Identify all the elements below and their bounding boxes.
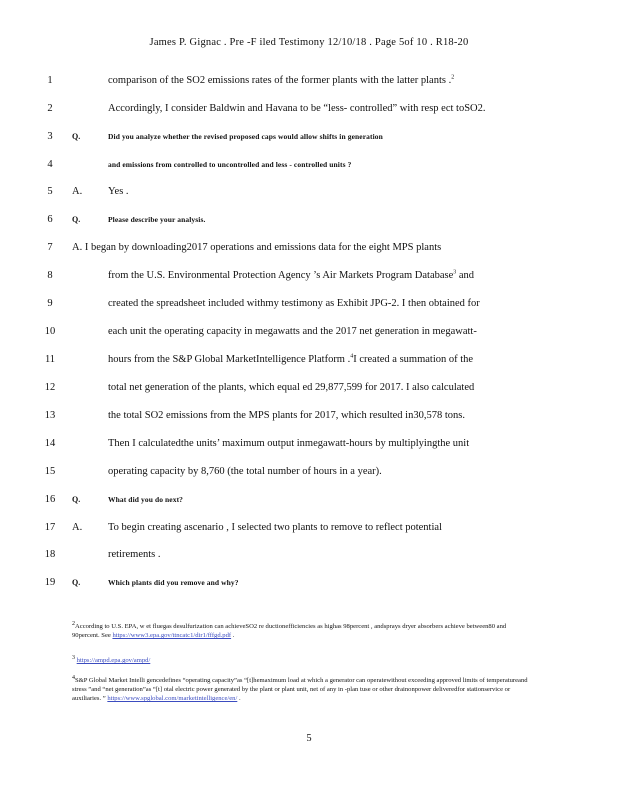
- testimony-line: [0, 324, 618, 340]
- line-text: retirements .: [108, 549, 161, 560]
- line-number: 5: [47, 186, 53, 197]
- footnote-text: S&P Global Market Intelli gencedefines “operating capacity”as “[t]hemaximum load at which a generator can operatewithout exceeding approved limits of temperatureand stress ”and “net generation”as “[t] otal electric power generated by the plant or plant unit, net of any in -plan tuse or other drainonpower deliveredfor stationservice or auxiliaries. ”: [72, 677, 528, 702]
- line-text: and emissions from controlled to uncontrolled and less - controlled units ?: [108, 160, 352, 169]
- qa-label: Q.: [72, 495, 81, 504]
- footnote-ref: 4: [350, 353, 354, 360]
- testimony-line: [0, 464, 618, 480]
- line-number: 13: [44, 410, 56, 421]
- footnote-ref: 3: [453, 269, 457, 276]
- testimony-line: [0, 575, 618, 591]
- page-number: 5: [306, 733, 312, 744]
- footnote-link[interactable]: https://www3.epa.gov/ttncatc1/dir1/fffgd.pdf: [112, 632, 232, 639]
- line-number: 19: [44, 577, 56, 588]
- line-number: 12: [44, 382, 56, 393]
- qa-label: Q.: [72, 215, 81, 224]
- testimony-line: [0, 101, 618, 117]
- footnote-marker: 3: [72, 654, 75, 661]
- line-text: created the spreadsheet included withmy testimony as Exhibit JPG-2. I then obtained for: [108, 298, 480, 309]
- line-number: 11: [44, 354, 56, 365]
- testimony-line: [0, 380, 618, 396]
- line-number: 16: [44, 494, 56, 505]
- line-number: 1: [47, 75, 53, 86]
- testimony-line: [0, 157, 618, 173]
- line-number: 9: [47, 298, 53, 309]
- page-header: James P. Gignac . Pre -F iled Testimony 12/10/18 . Page 5of 10 . R18-20: [149, 37, 469, 48]
- line-number: 7: [47, 242, 53, 253]
- line-text: operating capacity by 8,760 (the total number of hours in a year).: [108, 466, 382, 477]
- footnote-marker: 4: [72, 674, 75, 681]
- line-text: Then I calculatedthe units’ maximum output inmegawatt-hours by multiplyingthe unit: [108, 438, 470, 449]
- line-text: A. I began by downloading2017 operations and emissions data for the eight MPS plants: [72, 242, 442, 253]
- line-number: 14: [44, 438, 56, 449]
- line-number: 18: [44, 549, 56, 560]
- testimony-line: [0, 492, 618, 508]
- line-text: Yes .: [108, 186, 129, 197]
- testimony-line: [0, 212, 618, 228]
- line-number: 10: [44, 326, 56, 337]
- testimony-line: [0, 268, 618, 284]
- line-text: comparison of the SO2 emissions rates of the former plants with the latter plants .$^2$: [108, 74, 455, 86]
- line-text: Did you analyze whether the revised proposed caps would allow shifts in generation: [108, 132, 383, 141]
- testimony-line: [0, 520, 618, 536]
- qa-label: A.: [72, 522, 83, 533]
- footnote-ref: 2: [451, 74, 455, 81]
- line-number: 15: [44, 466, 56, 477]
- line-number: 4: [47, 159, 53, 170]
- footnote-link[interactable]: https://ampd.epa.gov/ampd/: [76, 657, 151, 664]
- testimony-line: [0, 436, 618, 452]
- testimony-line: [0, 184, 618, 200]
- qa-label: A.: [72, 186, 83, 197]
- qa-label: Q.: [72, 578, 81, 587]
- line-number: 17: [44, 522, 56, 533]
- line-text: Please describe your analysis.: [108, 215, 206, 224]
- testimony-line: [0, 240, 618, 256]
- line-text: Which plants did you remove and why?: [108, 578, 239, 587]
- footnote-link[interactable]: https://www.spglobal.com/marketintelligence/en/: [107, 695, 238, 702]
- line-number: 3: [47, 131, 53, 142]
- footnote-3: [72, 656, 532, 665]
- line-text: total net generation of the plants, which equal ed 29,877,599 for 2017. I also calculated: [108, 382, 475, 393]
- testimony-line: [0, 408, 618, 424]
- line-text: each unit the operating capacity in megawatts and the 2017 net generation in megawatt-: [108, 326, 477, 337]
- qa-label: Q.: [72, 132, 81, 141]
- footnote-2: $^2$According to U.S. EPA, w et fluegas desulfurization can achieveSO2 re ductionefficiencies as highas 98percent , andsprays dryer absorbers achieve between80 and 90percent. See https://www3.epa.gov/ttncatc1/dir1/fffgd.pdf .: [72, 620, 507, 639]
- line-text: hours from the S&P Global MarketIntelligence Platform .$^4$I created a summation of the: [108, 353, 474, 365]
- line-text: Accordingly, I consider Baldwin and Havana to be “less- controlled” with resp ect toSO2.: [108, 103, 486, 114]
- line-number: 8: [47, 270, 53, 281]
- footnote-text: According to U.S. EPA, w et fluegas desulfurization can achieveSO2 re ductionefficiencies as highas 98percent , andsprays dryer absorbers achieve between80 and 90percent. See: [72, 623, 507, 639]
- testimony-line: [0, 547, 618, 563]
- testimony-line: [0, 296, 618, 312]
- footnote-4: $^4$S&P Global Market Intelli gencedefines “operating capacity”as “[t]hemaximum load at which a generator can operatewithout exceeding approved limits of temperatureand stress ”and “net generation”as “[t] otal electric power generated by the plant or plant unit, net of any in -plan tuse or other drainonpower deliveredfor stationservice or auxiliaries. ” https://www.spglobal.com/marketintelligence/en/ .: [72, 674, 528, 702]
- testimony-line: [0, 73, 618, 89]
- footnote-marker: 2: [72, 620, 75, 627]
- line-number: 2: [47, 103, 53, 114]
- testimony-line: [0, 352, 618, 368]
- line-text: from the U.S. Environmental Protection Agency ’s Air Markets Program Database$^3$ and: [108, 269, 475, 281]
- line-text: the total SO2 emissions from the MPS plants for 2017, which resulted in30,578 tons.: [108, 410, 465, 421]
- line-number: 6: [47, 214, 53, 225]
- line-text: What did you do next?: [108, 495, 184, 504]
- line-text: To begin creating ascenario , I selected two plants to remove to reflect potential: [108, 522, 442, 533]
- testimony-line: [0, 129, 618, 145]
